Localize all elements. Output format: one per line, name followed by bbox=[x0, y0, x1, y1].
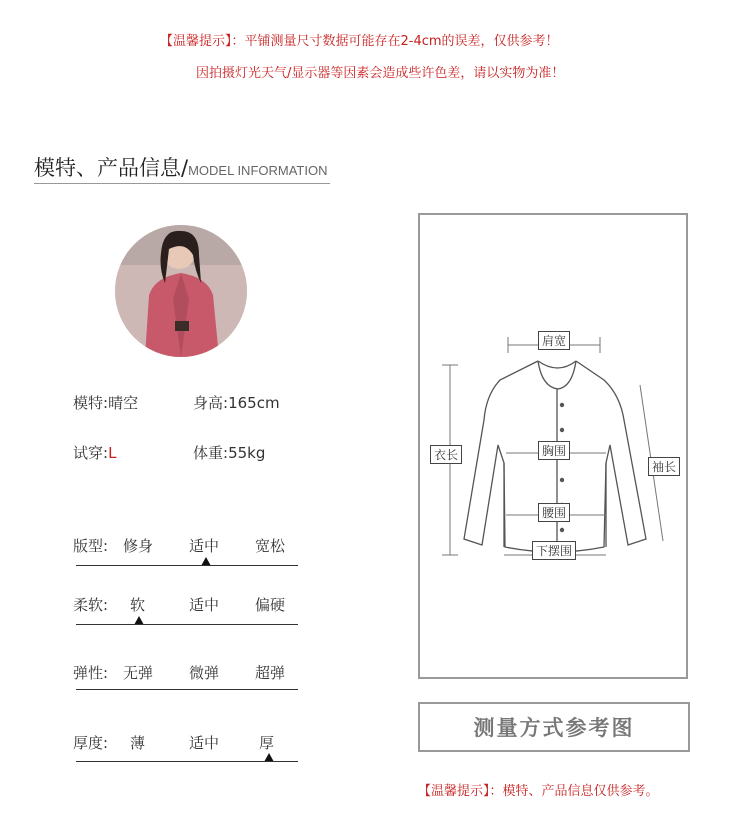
model-size-label: 试穿: bbox=[73, 444, 109, 462]
model-height-value: 165cm bbox=[228, 394, 280, 412]
section-title bbox=[34, 152, 327, 182]
fit-option-slim: 修身 bbox=[123, 537, 154, 555]
softness-option-stiff: 偏硬 bbox=[255, 596, 286, 614]
fit-scale-label: 版型: bbox=[73, 537, 109, 555]
color-difference-notice: 因拍摄灯光天气/显示器等因素会造成些许色差，请以实物为准！ bbox=[196, 66, 565, 81]
model-weight-label: 体重: bbox=[193, 444, 229, 462]
hem-label: 下摆围 bbox=[532, 541, 576, 560]
thickness-option-medium: 适中 bbox=[189, 734, 220, 752]
softness-scale-line bbox=[76, 624, 298, 625]
model-size-value: L bbox=[108, 444, 117, 462]
softness-option-soft: 软 bbox=[130, 596, 146, 614]
measurement-error-notice: 【温馨提示】：平铺测量尺寸数据可能存在2-4cm的误差，仅供参考！ bbox=[160, 34, 559, 49]
footer-notice: 【温馨提示】：模特、产品信息仅供参考。 bbox=[418, 784, 659, 799]
diagram-caption-box bbox=[418, 702, 690, 752]
softness-scale-label: 柔软: bbox=[73, 596, 109, 614]
sleeve-length-label: 袖长 bbox=[648, 457, 680, 476]
elasticity-option-none: 无弹 bbox=[123, 664, 154, 682]
model-weight-row bbox=[193, 442, 265, 463]
elasticity-scale-label: 弹性: bbox=[73, 664, 109, 682]
thickness-scale-label: 厚度: bbox=[73, 734, 109, 752]
elasticity-option-super: 超弹 bbox=[255, 664, 286, 682]
diagram-caption: 测量方式参考图 bbox=[473, 715, 635, 740]
fit-scale-line bbox=[76, 565, 298, 566]
model-name-value: 晴空 bbox=[108, 394, 139, 412]
thickness-scale-line bbox=[76, 761, 298, 762]
chest-label: 胸围 bbox=[538, 441, 570, 460]
garment-length-label: 衣长 bbox=[430, 445, 462, 464]
shoulder-width-label: 肩宽 bbox=[538, 331, 570, 350]
section-title-cn: 模特、产品信息/ bbox=[34, 156, 189, 180]
model-avatar bbox=[115, 225, 247, 357]
model-height-row bbox=[193, 392, 280, 413]
model-weight-value: 55kg bbox=[228, 444, 266, 462]
model-name-row bbox=[73, 392, 138, 413]
measurement-diagram-frame bbox=[418, 213, 688, 679]
softness-option-medium: 适中 bbox=[189, 596, 220, 614]
waist-label: 腰围 bbox=[538, 503, 570, 522]
fit-option-loose: 宽松 bbox=[255, 537, 286, 555]
model-height-label: 身高: bbox=[193, 394, 229, 412]
thickness-option-thin: 薄 bbox=[130, 734, 146, 752]
model-size-row bbox=[73, 442, 116, 463]
title-underline bbox=[34, 183, 330, 184]
elasticity-option-slight: 微弹 bbox=[189, 664, 220, 682]
elasticity-scale-line bbox=[76, 689, 298, 690]
section-title-en: MODEL INFORMATION bbox=[188, 163, 328, 178]
model-name-label: 模特: bbox=[73, 394, 109, 412]
thickness-option-thick: 厚 bbox=[259, 734, 275, 752]
fit-option-regular: 适中 bbox=[189, 537, 220, 555]
